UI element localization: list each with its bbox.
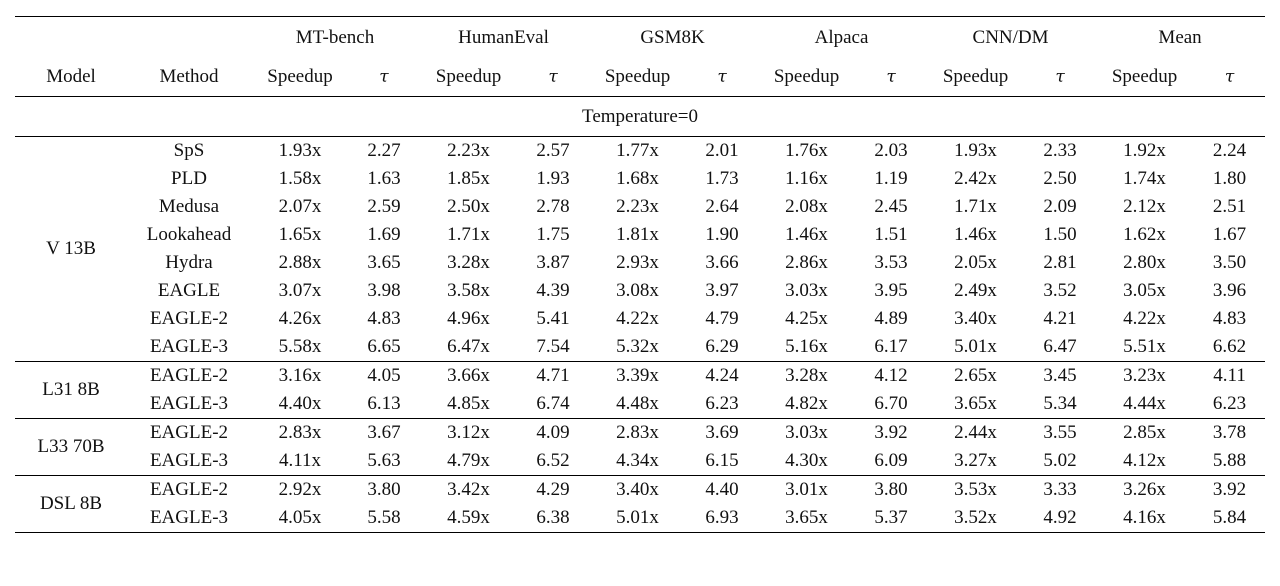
header-group-row bbox=[15, 17, 1265, 59]
model-cell: V 13B bbox=[15, 137, 127, 362]
tau-cell: 3.66 bbox=[705, 252, 739, 273]
speedup-cell: 4.22x bbox=[616, 308, 659, 329]
speedup-cell: 3.65x bbox=[757, 504, 856, 533]
method-cell: EAGLE bbox=[157, 280, 221, 301]
speedup-cell: 3.42x bbox=[447, 479, 490, 500]
speedup-cell: 1.76x bbox=[785, 140, 828, 161]
speedup-cell: 2.92x bbox=[278, 479, 322, 500]
speedup-cell: 2.93x bbox=[616, 252, 659, 273]
column-header-model: Model bbox=[15, 58, 127, 97]
tau-cell: 6.65 bbox=[349, 333, 419, 362]
model-cell: L31 8B bbox=[15, 362, 127, 419]
speedup-cell: 3.65x bbox=[926, 390, 1025, 419]
tau-cell: 6.74 bbox=[518, 390, 588, 419]
speedup-cell: 5.01x bbox=[588, 504, 687, 533]
tau-cell: 6.23 bbox=[687, 390, 757, 419]
tau-cell: 3.33 bbox=[1043, 479, 1077, 500]
group-header-humaneval: HumanEval bbox=[419, 17, 588, 59]
table-row bbox=[15, 447, 1265, 476]
tau-cell: 3.95 bbox=[874, 280, 908, 301]
method-cell: EAGLE-3 bbox=[127, 447, 251, 476]
table-row bbox=[15, 362, 1265, 391]
tau-cell: 5.84 bbox=[1194, 504, 1265, 533]
table-row bbox=[15, 476, 1265, 505]
tau-cell: 2.45 bbox=[874, 196, 908, 217]
speedup-cell: 1.93x bbox=[278, 140, 322, 161]
table-row bbox=[15, 249, 1265, 277]
tau-cell: 4.40 bbox=[705, 479, 739, 500]
group-header-mt-bench: MT-bench bbox=[251, 17, 419, 59]
speedup-cell: 1.65x bbox=[278, 224, 322, 245]
method-cell: EAGLE-2 bbox=[149, 479, 229, 500]
tau-cell: 5.34 bbox=[1025, 390, 1095, 419]
speedup-cell: 3.26x bbox=[1123, 479, 1166, 500]
group-header-cnn-dm: CNN/DM bbox=[926, 17, 1095, 59]
tau-cell: 4.11 bbox=[1213, 365, 1246, 386]
group-header-mean: Mean bbox=[1095, 17, 1265, 59]
tau-cell: 2.51 bbox=[1212, 196, 1247, 217]
results-table bbox=[15, 16, 1265, 533]
tau-cell: 2.78 bbox=[536, 196, 570, 217]
column-header-speedup: Speedup bbox=[757, 58, 856, 97]
speedup-cell: 2.12x bbox=[1123, 196, 1166, 217]
speedup-cell: 2.49x bbox=[954, 280, 997, 301]
speedup-cell: 2.23x bbox=[616, 196, 659, 217]
table-row bbox=[15, 277, 1265, 305]
tau-cell: 2.24 bbox=[1212, 140, 1247, 161]
tau-cell: 6.52 bbox=[518, 447, 588, 476]
tau-cell: 1.93 bbox=[536, 168, 570, 189]
method-cell: EAGLE-2 bbox=[149, 422, 229, 443]
tau-cell: 2.01 bbox=[705, 140, 739, 161]
speedup-cell: 2.86x bbox=[785, 252, 828, 273]
speedup-cell: 3.03x bbox=[785, 280, 828, 301]
column-header-speedup: Speedup bbox=[1095, 58, 1194, 97]
column-header-tau: τ bbox=[518, 58, 588, 97]
method-cell: EAGLE-3 bbox=[127, 390, 251, 419]
speedup-cell: 3.52x bbox=[926, 504, 1025, 533]
tau-cell: 2.33 bbox=[1043, 140, 1077, 161]
speedup-cell: 3.40x bbox=[616, 479, 659, 500]
tau-cell: 3.53 bbox=[874, 252, 908, 273]
model-cell: L33 70B bbox=[15, 419, 127, 476]
method-cell: EAGLE-2 bbox=[149, 308, 229, 329]
speedup-cell: 1.16x bbox=[785, 168, 828, 189]
tau-cell: 3.80 bbox=[367, 479, 401, 500]
tau-cell: 2.09 bbox=[1043, 196, 1077, 217]
tau-cell: 5.58 bbox=[349, 504, 419, 533]
tau-cell: 4.05 bbox=[367, 365, 401, 386]
column-header-tau: τ bbox=[349, 58, 419, 97]
method-cell: Lookahead bbox=[146, 224, 232, 245]
tau-cell: 5.63 bbox=[349, 447, 419, 476]
table-row bbox=[15, 419, 1265, 448]
column-header-speedup: Speedup bbox=[926, 58, 1025, 97]
tau-cell: 4.79 bbox=[705, 308, 739, 329]
speedup-cell: 1.92x bbox=[1123, 140, 1166, 161]
tau-cell: 6.09 bbox=[856, 447, 926, 476]
tau-cell: 2.27 bbox=[367, 140, 401, 161]
tau-cell: 4.71 bbox=[536, 365, 570, 386]
speedup-cell: 4.96x bbox=[447, 308, 490, 329]
speedup-cell: 3.39x bbox=[616, 365, 659, 386]
tau-cell: 2.57 bbox=[536, 140, 570, 161]
speedup-cell: 1.58x bbox=[278, 168, 322, 189]
speedup-cell: 4.48x bbox=[588, 390, 687, 419]
speedup-cell: 1.77x bbox=[616, 140, 659, 161]
tau-cell: 3.52 bbox=[1043, 280, 1077, 301]
speedup-cell: 1.68x bbox=[616, 168, 659, 189]
tau-cell: 1.67 bbox=[1212, 224, 1247, 245]
column-header-speedup: Speedup bbox=[419, 58, 518, 97]
table-row bbox=[15, 193, 1265, 221]
method-cell: EAGLE-2 bbox=[149, 365, 229, 386]
speedup-cell: 4.44x bbox=[1095, 390, 1194, 419]
speedup-cell: 2.23x bbox=[447, 140, 490, 161]
table-row bbox=[15, 221, 1265, 249]
tau-cell: 3.97 bbox=[705, 280, 739, 301]
speedup-cell: 1.71x bbox=[954, 196, 997, 217]
tau-cell: 3.98 bbox=[367, 280, 401, 301]
speedup-cell: 3.07x bbox=[278, 280, 322, 301]
method-cell: Hydra bbox=[165, 252, 213, 273]
tau-cell: 6.47 bbox=[1025, 333, 1095, 362]
method-cell: EAGLE-3 bbox=[127, 504, 251, 533]
tau-cell: 1.19 bbox=[874, 168, 908, 189]
speedup-cell: 1.74x bbox=[1123, 168, 1166, 189]
speedup-cell: 4.82x bbox=[757, 390, 856, 419]
speedup-cell: 4.05x bbox=[251, 504, 349, 533]
tau-cell: 5.02 bbox=[1025, 447, 1095, 476]
tau-cell: 3.45 bbox=[1043, 365, 1077, 386]
tau-cell: 3.50 bbox=[1212, 252, 1247, 273]
tau-cell: 4.29 bbox=[536, 479, 570, 500]
tau-cell: 1.69 bbox=[367, 224, 401, 245]
speedup-cell: 5.51x bbox=[1095, 333, 1194, 362]
speedup-cell: 3.05x bbox=[1123, 280, 1166, 301]
tau-cell: 3.65 bbox=[367, 252, 401, 273]
speedup-cell: 4.22x bbox=[1123, 308, 1166, 329]
speedup-cell: 1.93x bbox=[954, 140, 997, 161]
tau-cell: 4.83 bbox=[1212, 308, 1247, 329]
speedup-cell: 1.85x bbox=[447, 168, 490, 189]
speedup-cell: 3.58x bbox=[447, 280, 490, 301]
method-cell: SpS bbox=[173, 140, 205, 161]
speedup-cell: 4.79x bbox=[419, 447, 518, 476]
column-header-speedup: Speedup bbox=[588, 58, 687, 97]
tau-cell: 1.51 bbox=[874, 224, 908, 245]
temperature-row bbox=[15, 97, 1265, 137]
speedup-cell: 4.25x bbox=[785, 308, 828, 329]
speedup-cell: 3.53x bbox=[954, 479, 997, 500]
table-row bbox=[15, 504, 1265, 533]
speedup-cell: 5.32x bbox=[588, 333, 687, 362]
method-cell: Medusa bbox=[158, 196, 220, 217]
speedup-cell: 2.83x bbox=[278, 422, 322, 443]
tau-cell: 7.54 bbox=[518, 333, 588, 362]
tau-cell: 1.50 bbox=[1043, 224, 1077, 245]
column-header-speedup: Speedup bbox=[251, 58, 349, 97]
tau-cell: 5.88 bbox=[1194, 447, 1265, 476]
speedup-cell: 3.03x bbox=[785, 422, 828, 443]
tau-cell: 4.21 bbox=[1043, 308, 1077, 329]
speedup-cell: 2.83x bbox=[616, 422, 659, 443]
speedup-cell: 3.66x bbox=[447, 365, 490, 386]
tau-cell: 4.39 bbox=[536, 280, 570, 301]
tau-cell: 3.96 bbox=[1212, 280, 1247, 301]
speedup-cell: 4.11x bbox=[251, 447, 349, 476]
group-header-gsm8k: GSM8K bbox=[588, 17, 757, 59]
table-row bbox=[15, 137, 1265, 166]
speedup-cell: 6.47x bbox=[419, 333, 518, 362]
tau-cell: 6.38 bbox=[518, 504, 588, 533]
tau-cell: 2.50 bbox=[1043, 168, 1077, 189]
speedup-cell: 4.12x bbox=[1095, 447, 1194, 476]
tau-cell: 1.63 bbox=[367, 168, 401, 189]
tau-cell: 6.17 bbox=[856, 333, 926, 362]
speedup-cell: 3.16x bbox=[278, 365, 322, 386]
speedup-cell: 2.44x bbox=[954, 422, 997, 443]
speedup-cell: 2.50x bbox=[447, 196, 490, 217]
speedup-cell: 4.30x bbox=[757, 447, 856, 476]
tau-cell: 1.90 bbox=[705, 224, 739, 245]
column-header-tau: τ bbox=[687, 58, 757, 97]
tau-cell: 4.24 bbox=[705, 365, 739, 386]
speedup-cell: 1.46x bbox=[785, 224, 828, 245]
tau-cell: 1.73 bbox=[705, 168, 739, 189]
tau-cell: 3.67 bbox=[367, 422, 401, 443]
speedup-cell: 2.42x bbox=[954, 168, 997, 189]
model-cell: DSL 8B bbox=[15, 476, 127, 533]
group-header-alpaca: Alpaca bbox=[757, 17, 926, 59]
tau-cell: 4.92 bbox=[1025, 504, 1095, 533]
column-header-tau: τ bbox=[856, 58, 926, 97]
tau-cell: 1.80 bbox=[1212, 168, 1247, 189]
speedup-cell: 4.34x bbox=[588, 447, 687, 476]
tau-cell: 6.13 bbox=[349, 390, 419, 419]
speedup-cell: 4.16x bbox=[1095, 504, 1194, 533]
column-header-tau: τ bbox=[1194, 58, 1265, 97]
tau-cell: 5.37 bbox=[856, 504, 926, 533]
tau-cell: 4.83 bbox=[367, 308, 401, 329]
speedup-cell: 4.40x bbox=[251, 390, 349, 419]
speedup-cell: 2.05x bbox=[954, 252, 997, 273]
speedup-cell: 2.08x bbox=[785, 196, 828, 217]
tau-cell: 3.87 bbox=[536, 252, 570, 273]
method-cell: PLD bbox=[171, 168, 207, 189]
column-header-tau: τ bbox=[1025, 58, 1095, 97]
tau-cell: 2.81 bbox=[1043, 252, 1077, 273]
tau-cell: 2.59 bbox=[367, 196, 401, 217]
tau-cell: 4.12 bbox=[874, 365, 908, 386]
temperature-label: Temperature=0 bbox=[15, 97, 1265, 137]
header-column-row bbox=[15, 58, 1265, 97]
tau-cell: 6.29 bbox=[687, 333, 757, 362]
speedup-cell: 3.28x bbox=[785, 365, 828, 386]
tau-cell: 2.64 bbox=[705, 196, 739, 217]
method-cell: EAGLE-3 bbox=[127, 333, 251, 362]
tau-cell: 1.75 bbox=[536, 224, 570, 245]
speedup-cell: 5.16x bbox=[757, 333, 856, 362]
column-header-method: Method bbox=[127, 58, 251, 97]
tau-cell: 3.92 bbox=[1212, 479, 1247, 500]
tau-cell: 6.62 bbox=[1194, 333, 1265, 362]
tau-cell: 6.93 bbox=[687, 504, 757, 533]
speedup-cell: 3.27x bbox=[926, 447, 1025, 476]
speedup-cell: 4.59x bbox=[419, 504, 518, 533]
table-row bbox=[15, 165, 1265, 193]
tau-cell: 6.15 bbox=[687, 447, 757, 476]
speedup-cell: 3.08x bbox=[616, 280, 659, 301]
speedup-cell: 5.58x bbox=[251, 333, 349, 362]
tau-cell: 5.41 bbox=[536, 308, 570, 329]
tau-cell: 3.80 bbox=[874, 479, 908, 500]
tau-cell: 3.55 bbox=[1043, 422, 1077, 443]
speedup-cell: 2.80x bbox=[1123, 252, 1166, 273]
speedup-cell: 2.07x bbox=[278, 196, 322, 217]
speedup-cell: 2.65x bbox=[954, 365, 997, 386]
tau-cell: 4.89 bbox=[874, 308, 908, 329]
tau-cell: 4.09 bbox=[536, 422, 570, 443]
speedup-cell: 2.85x bbox=[1123, 422, 1166, 443]
tau-cell: 6.23 bbox=[1194, 390, 1265, 419]
speedup-cell: 3.28x bbox=[447, 252, 490, 273]
tau-cell: 6.70 bbox=[856, 390, 926, 419]
speedup-cell: 4.26x bbox=[278, 308, 322, 329]
table-row bbox=[15, 333, 1265, 362]
speedup-cell: 3.23x bbox=[1123, 365, 1166, 386]
speedup-cell: 1.81x bbox=[616, 224, 659, 245]
table-row bbox=[15, 305, 1265, 333]
speedup-cell: 3.01x bbox=[785, 479, 828, 500]
speedup-cell: 4.85x bbox=[419, 390, 518, 419]
table-row bbox=[15, 390, 1265, 419]
speedup-cell: 2.88x bbox=[278, 252, 322, 273]
speedup-cell: 1.46x bbox=[954, 224, 997, 245]
tau-cell: 3.78 bbox=[1212, 422, 1247, 443]
speedup-cell: 1.71x bbox=[447, 224, 490, 245]
speedup-cell: 3.40x bbox=[954, 308, 997, 329]
speedup-cell: 1.62x bbox=[1123, 224, 1166, 245]
speedup-cell: 3.12x bbox=[447, 422, 490, 443]
tau-cell: 3.92 bbox=[874, 422, 908, 443]
speedup-cell: 5.01x bbox=[926, 333, 1025, 362]
tau-cell: 3.69 bbox=[705, 422, 739, 443]
tau-cell: 2.03 bbox=[874, 140, 908, 161]
